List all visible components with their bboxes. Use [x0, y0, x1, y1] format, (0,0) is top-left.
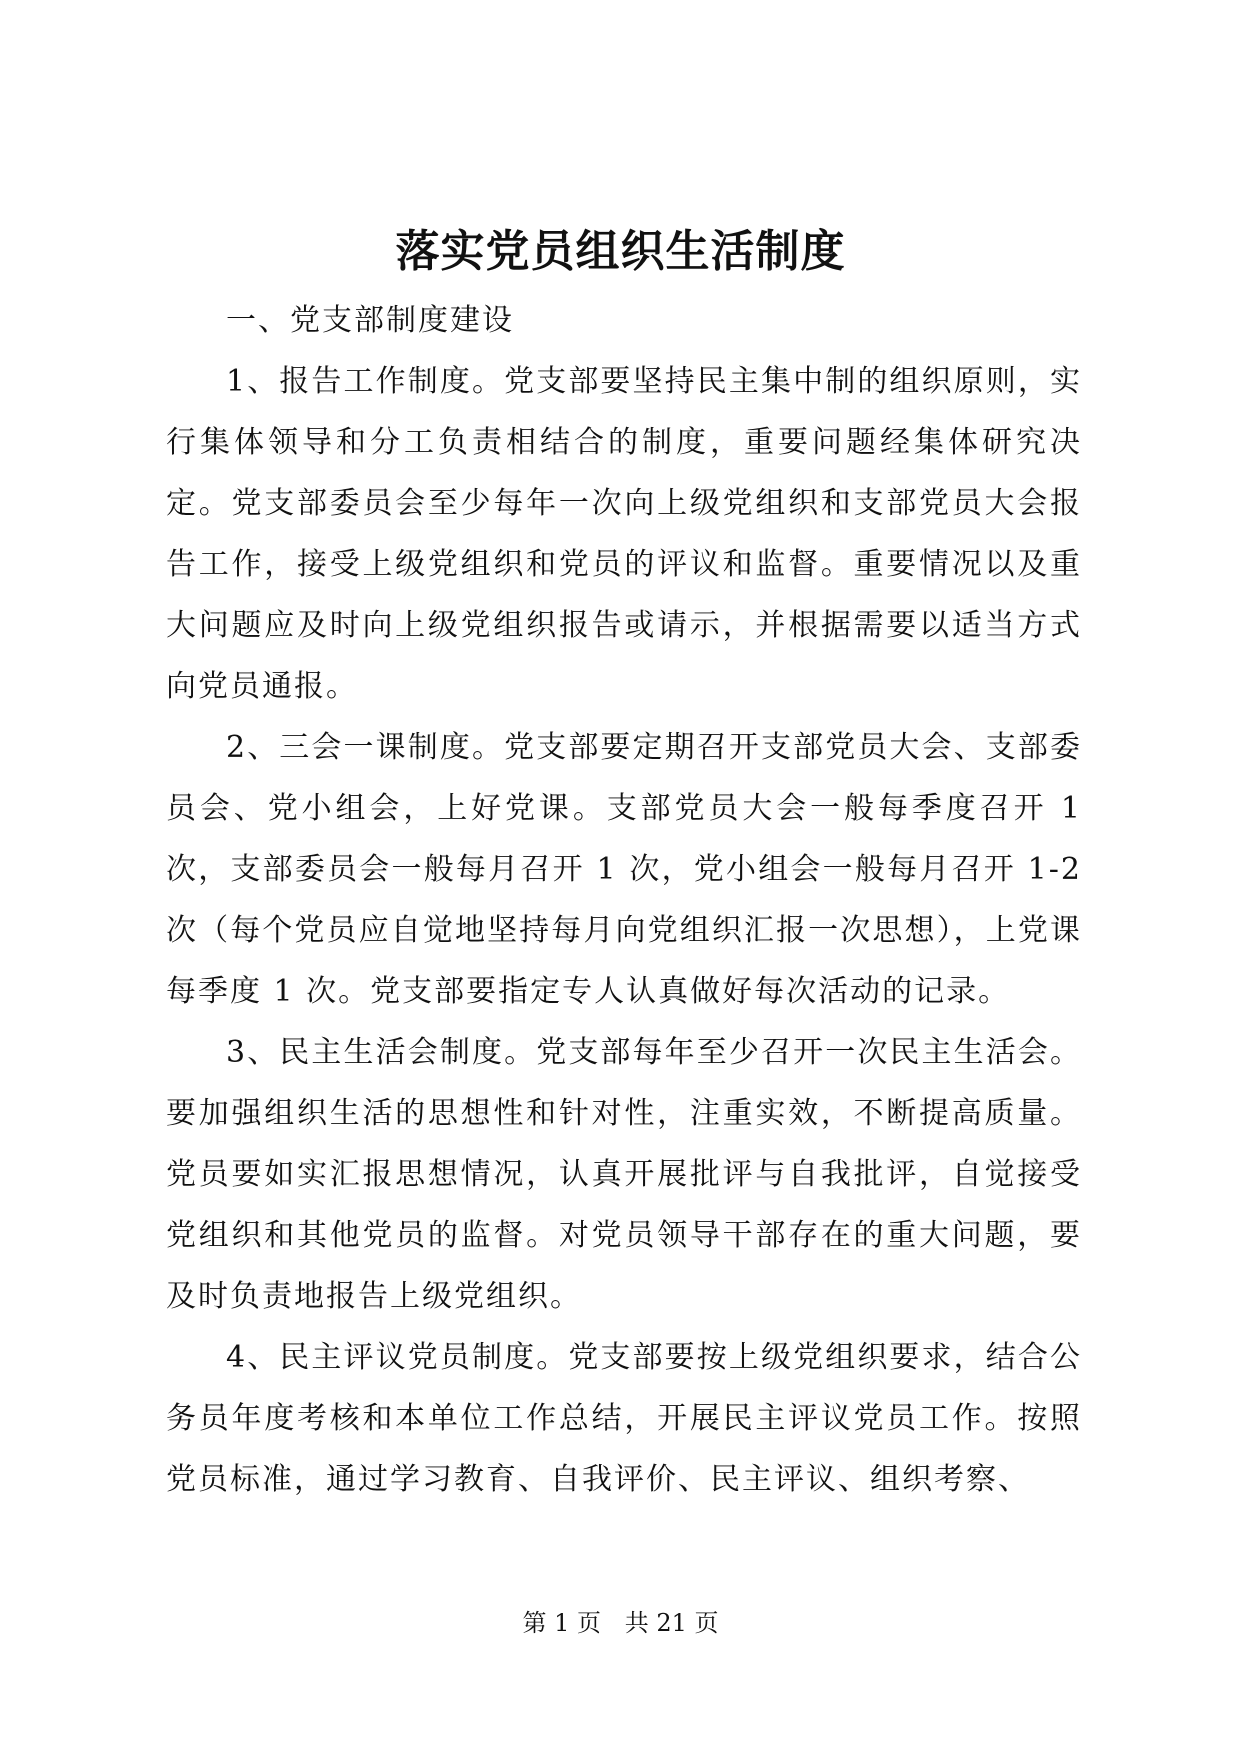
page-total: 共 21 页: [624, 1609, 719, 1637]
document-title: 落实党员组织生活制度: [395, 226, 846, 277]
page-footer: [0, 1603, 1241, 1643]
paragraph-report-system: 1、报告工作制度。党支部要坚持民主集中制的组织原则，实行集体领导和分工负责相结合的制度，重要问题经集体研究决定。党支部委员会至少每年一次向上级党组织和支部党员大会报告工作，接受上级党组织和党员的评议和监督。重要情况以及重大问题应及时向上级党组织报告或请示，并根据需要以适当方式向党员通报。: [166, 364, 1082, 704]
paragraph-democratic-life: 3、民主生活会制度。党支部每年至少召开一次民主生活会。要加强组织生活的思想性和针对性，注重实效，不断提高质量。党员要如实汇报思想情况，认真开展批评与自我批评，自觉接受党组织和其他党员的监督。对党员领导干部存在的重大问题，要及时负责地报告上级党组织。: [166, 1035, 1082, 1314]
page-number: 第 1 页: [522, 1609, 602, 1637]
section-heading: 一、党支部制度建设: [226, 303, 514, 338]
document-body: [166, 290, 1082, 1510]
paragraph-democratic-review: 4、民主评议党员制度。党支部要按上级党组织要求，结合公务员年度考核和本单位工作总结，开展民主评议党员工作。按照党员标准，通过学习教育、自我评价、民主评议、组织考察、: [166, 1340, 1082, 1497]
paragraph-three-meetings: 2、三会一课制度。党支部要定期召开支部党员大会、支部委员会、党小组会，上好党课。支部党员大会一般每季度召开 1 次，支部委员会一般每月召开 1 次，党小组会一般每月召开 1-2 次（每个党员应自觉地坚持每月向党组织汇报一次思想），上党课每季度 1 次。党支部要指定专人认真做好每次活动的记录。: [166, 730, 1082, 1009]
